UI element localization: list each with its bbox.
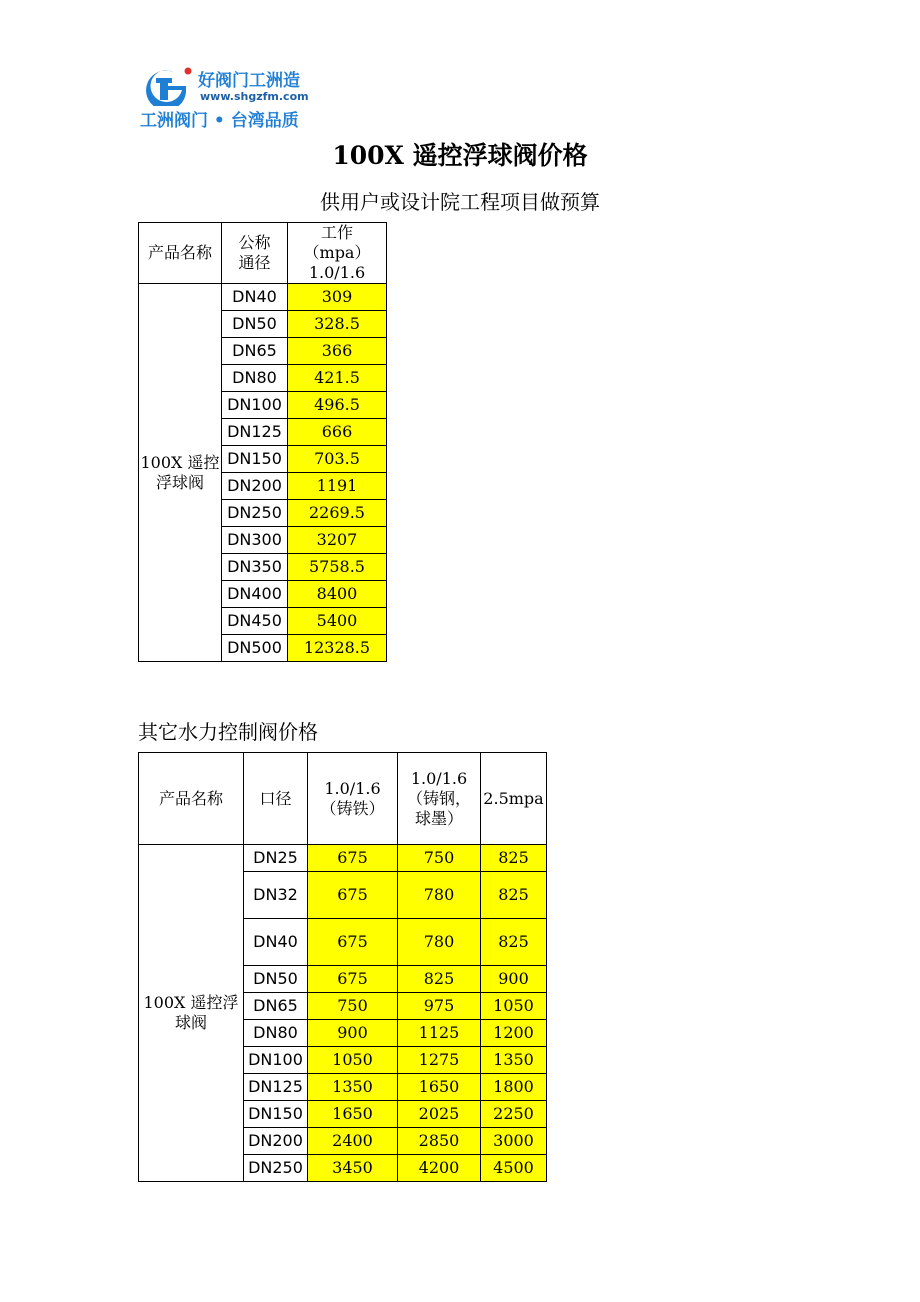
size-cell: DN150 <box>222 446 288 473</box>
price-cast-steel-cell: 1125 <box>398 1020 481 1047</box>
price-cast-iron-cell: 675 <box>308 919 398 966</box>
price-2-5mpa-cell: 1200 <box>481 1020 547 1047</box>
price-cell: 666 <box>288 419 387 446</box>
table-header-row <box>139 753 547 845</box>
price-2-5mpa-cell: 900 <box>481 966 547 993</box>
gf-logo-icon <box>138 66 194 106</box>
price-table-other-valves <box>138 752 547 1182</box>
price-cell: 5400 <box>288 608 387 635</box>
logo-tagline: 工洲阀门 • 台湾品质 <box>140 111 299 131</box>
size-cell: DN50 <box>222 311 288 338</box>
size-cell: DN65 <box>222 338 288 365</box>
price-2-5mpa-cell: 3000 <box>481 1128 547 1155</box>
size-cell: DN100 <box>244 1047 308 1074</box>
size-cell: DN100 <box>222 392 288 419</box>
price-cast-steel-cell: 4200 <box>398 1155 481 1182</box>
page-title: 100X 遥控浮球阀价格 <box>332 141 588 170</box>
table-header-row <box>139 223 387 284</box>
product-name-cell: 100X 遥控浮球阀 <box>139 284 222 662</box>
size-cell: DN25 <box>244 845 308 872</box>
company-logo <box>138 62 328 131</box>
size-cell: DN400 <box>222 581 288 608</box>
price-2-5mpa-cell: 825 <box>481 845 547 872</box>
header-product-name: 产品名称 <box>139 223 222 284</box>
size-cell: DN250 <box>244 1155 308 1182</box>
price-cast-steel-cell: 1275 <box>398 1047 481 1074</box>
price-cell: 328.5 <box>288 311 387 338</box>
size-cell: DN200 <box>244 1128 308 1155</box>
header-cast-iron: 1.0/1.6 （铸铁） <box>308 753 398 845</box>
price-cast-steel-cell: 750 <box>398 845 481 872</box>
price-cell: 5758.5 <box>288 554 387 581</box>
price-cast-steel-cell: 2025 <box>398 1101 481 1128</box>
price-cast-iron-cell: 1350 <box>308 1074 398 1101</box>
price-table-100x <box>138 222 387 662</box>
size-cell: DN32 <box>244 872 308 919</box>
size-cell: DN300 <box>222 527 288 554</box>
table-row <box>139 284 387 311</box>
size-cell: DN40 <box>222 284 288 311</box>
price-cell: 2269.5 <box>288 500 387 527</box>
price-cell: 8400 <box>288 581 387 608</box>
price-2-5mpa-cell: 1350 <box>481 1047 547 1074</box>
price-cast-iron-cell: 675 <box>308 845 398 872</box>
price-cell: 12328.5 <box>288 635 387 662</box>
price-2-5mpa-cell: 4500 <box>481 1155 547 1182</box>
price-cast-steel-cell: 780 <box>398 919 481 966</box>
size-cell: DN80 <box>244 1020 308 1047</box>
price-cast-steel-cell: 1650 <box>398 1074 481 1101</box>
price-cast-iron-cell: 2400 <box>308 1128 398 1155</box>
price-cast-iron-cell: 900 <box>308 1020 398 1047</box>
size-cell: DN65 <box>244 993 308 1020</box>
price-cast-iron-cell: 675 <box>308 966 398 993</box>
logo-slogan: 好阀门工洲造 <box>198 71 300 91</box>
size-cell: DN40 <box>244 919 308 966</box>
price-cell: 309 <box>288 284 387 311</box>
price-cast-iron-cell: 675 <box>308 872 398 919</box>
price-cell: 703.5 <box>288 446 387 473</box>
product-name-cell: 100X 遥控浮球阀 <box>139 845 244 1182</box>
price-cast-iron-cell: 3450 <box>308 1155 398 1182</box>
price-cast-iron-cell: 1650 <box>308 1101 398 1128</box>
price-cast-steel-cell: 825 <box>398 966 481 993</box>
size-cell: DN500 <box>222 635 288 662</box>
header-product-name: 产品名称 <box>139 753 244 845</box>
price-2-5mpa-cell: 1050 <box>481 993 547 1020</box>
price-cast-steel-cell: 2850 <box>398 1128 481 1155</box>
price-cell: 496.5 <box>288 392 387 419</box>
price-cast-iron-cell: 1050 <box>308 1047 398 1074</box>
size-cell: DN200 <box>222 473 288 500</box>
price-cast-steel-cell: 975 <box>398 993 481 1020</box>
price-2-5mpa-cell: 825 <box>481 872 547 919</box>
price-2-5mpa-cell: 2250 <box>481 1101 547 1128</box>
size-cell: DN125 <box>222 419 288 446</box>
price-cell: 421.5 <box>288 365 387 392</box>
section-title-other-valves: 其它水力控制阀价格 <box>138 720 318 744</box>
price-cell: 3207 <box>288 527 387 554</box>
price-cast-steel-cell: 780 <box>398 872 481 919</box>
page-subtitle: 供用户或设计院工程项目做预算 <box>320 190 600 214</box>
price-2-5mpa-cell: 825 <box>481 919 547 966</box>
header-working-pressure: 工作（mpa） 1.0/1.6 <box>288 223 387 284</box>
table-row <box>139 845 547 872</box>
header-caliber: 口径 <box>244 753 308 845</box>
price-cell: 366 <box>288 338 387 365</box>
size-cell: DN50 <box>244 966 308 993</box>
header-2-5mpa: 2.5mpa <box>481 753 547 845</box>
size-cell: DN450 <box>222 608 288 635</box>
price-cast-iron-cell: 750 <box>308 993 398 1020</box>
size-cell: DN80 <box>222 365 288 392</box>
size-cell: DN150 <box>244 1101 308 1128</box>
size-cell: DN350 <box>222 554 288 581</box>
price-cell: 1191 <box>288 473 387 500</box>
header-cast-steel: 1.0/1.6 （铸钢， 球墨） <box>398 753 481 845</box>
price-2-5mpa-cell: 1800 <box>481 1074 547 1101</box>
header-nominal-diameter: 公称 通径 <box>222 223 288 284</box>
size-cell: DN250 <box>222 500 288 527</box>
logo-url: www.shgzfm.com <box>200 90 309 103</box>
size-cell: DN125 <box>244 1074 308 1101</box>
